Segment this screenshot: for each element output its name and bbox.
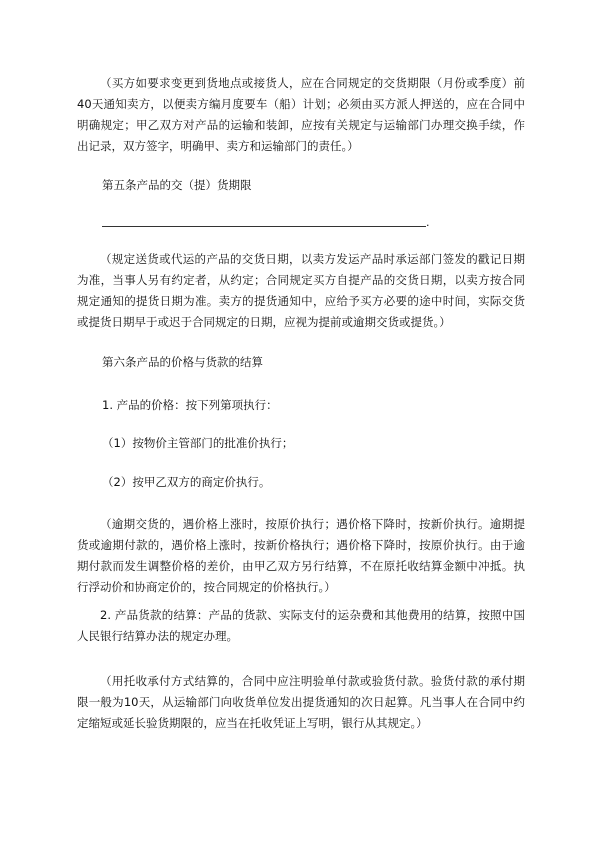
clause-price-option-1: （1）按物价主管部门的批准价执行； <box>102 436 294 450</box>
clause-price: 1. 产品的价格：按下列第项执行： <box>102 398 278 412</box>
article-6-heading: 第六条产品的价格与货款的结算 <box>102 355 263 369</box>
blank-line-period: . <box>426 216 430 229</box>
paragraph-delivery-date: （规定送货或代运的产品的交货日期，以卖方发运产品时承运部门签发的戳记日期为准，当事人另有约定者，从约定；合同规定买方自提产品的交货日期，以卖方按合同规定通知的提货日期为准。卖方的提货通知中，应给予买方必要的途中时间，实际交货或提货日期早于或迟于合同规定的日期，应视为提前或逾期交货或提货。） <box>77 252 525 329</box>
paragraph-price-adjustment: （逾期交货的，遇价格上涨时，按原价执行；遇价格下降时，按新价执行。逾期提货或逾期付款的，遇价格上涨时，按新价格执行；遇价格下降时，按原价执行。由于逾期付款而发生调整价格的差价，由甲乙双方另行结算，不在原托收结算金额中冲抵。执行浮动价和协商定价的，按合同规定的价格执行。） <box>77 517 525 594</box>
paragraph-collection-settlement: （用托收承付方式结算的，合同中应注明验单付款或验货付款。验货付款的承付期限一般为10天，从运输部门向收货单位发出提货通知的次日起算。凡当事人在合同中约定缩短或延长验货期限的，应当在托收凭证上写明，银行从其规定。） <box>77 674 525 730</box>
clause-price-option-2: （2）按甲乙双方的商定价执行。 <box>102 475 271 489</box>
clause-payment-settlement: 2. 产品货款的结算：产品的货款、实际支付的运杂费和其他费用的结算，按照中国人民银行结算办法的规定办理。 <box>77 608 525 643</box>
blank-fill-line <box>102 226 426 227</box>
paragraph-delivery-change: （买方如要求变更到货地点或接货人，应在合同规定的交货期限（月份或季度）前40天通知卖方，以便卖方编月度要车（船）计划；必须由买方派人押送的，应在合同中明确规定；甲乙双方对产品的运输和装卸，应按有关规定与运输部门办理交换手续，作出记录，双方签字，明确甲、卖方和运输部门的责任。） <box>77 76 525 153</box>
article-5-heading: 第五条产品的交（提）货期限 <box>102 178 252 192</box>
